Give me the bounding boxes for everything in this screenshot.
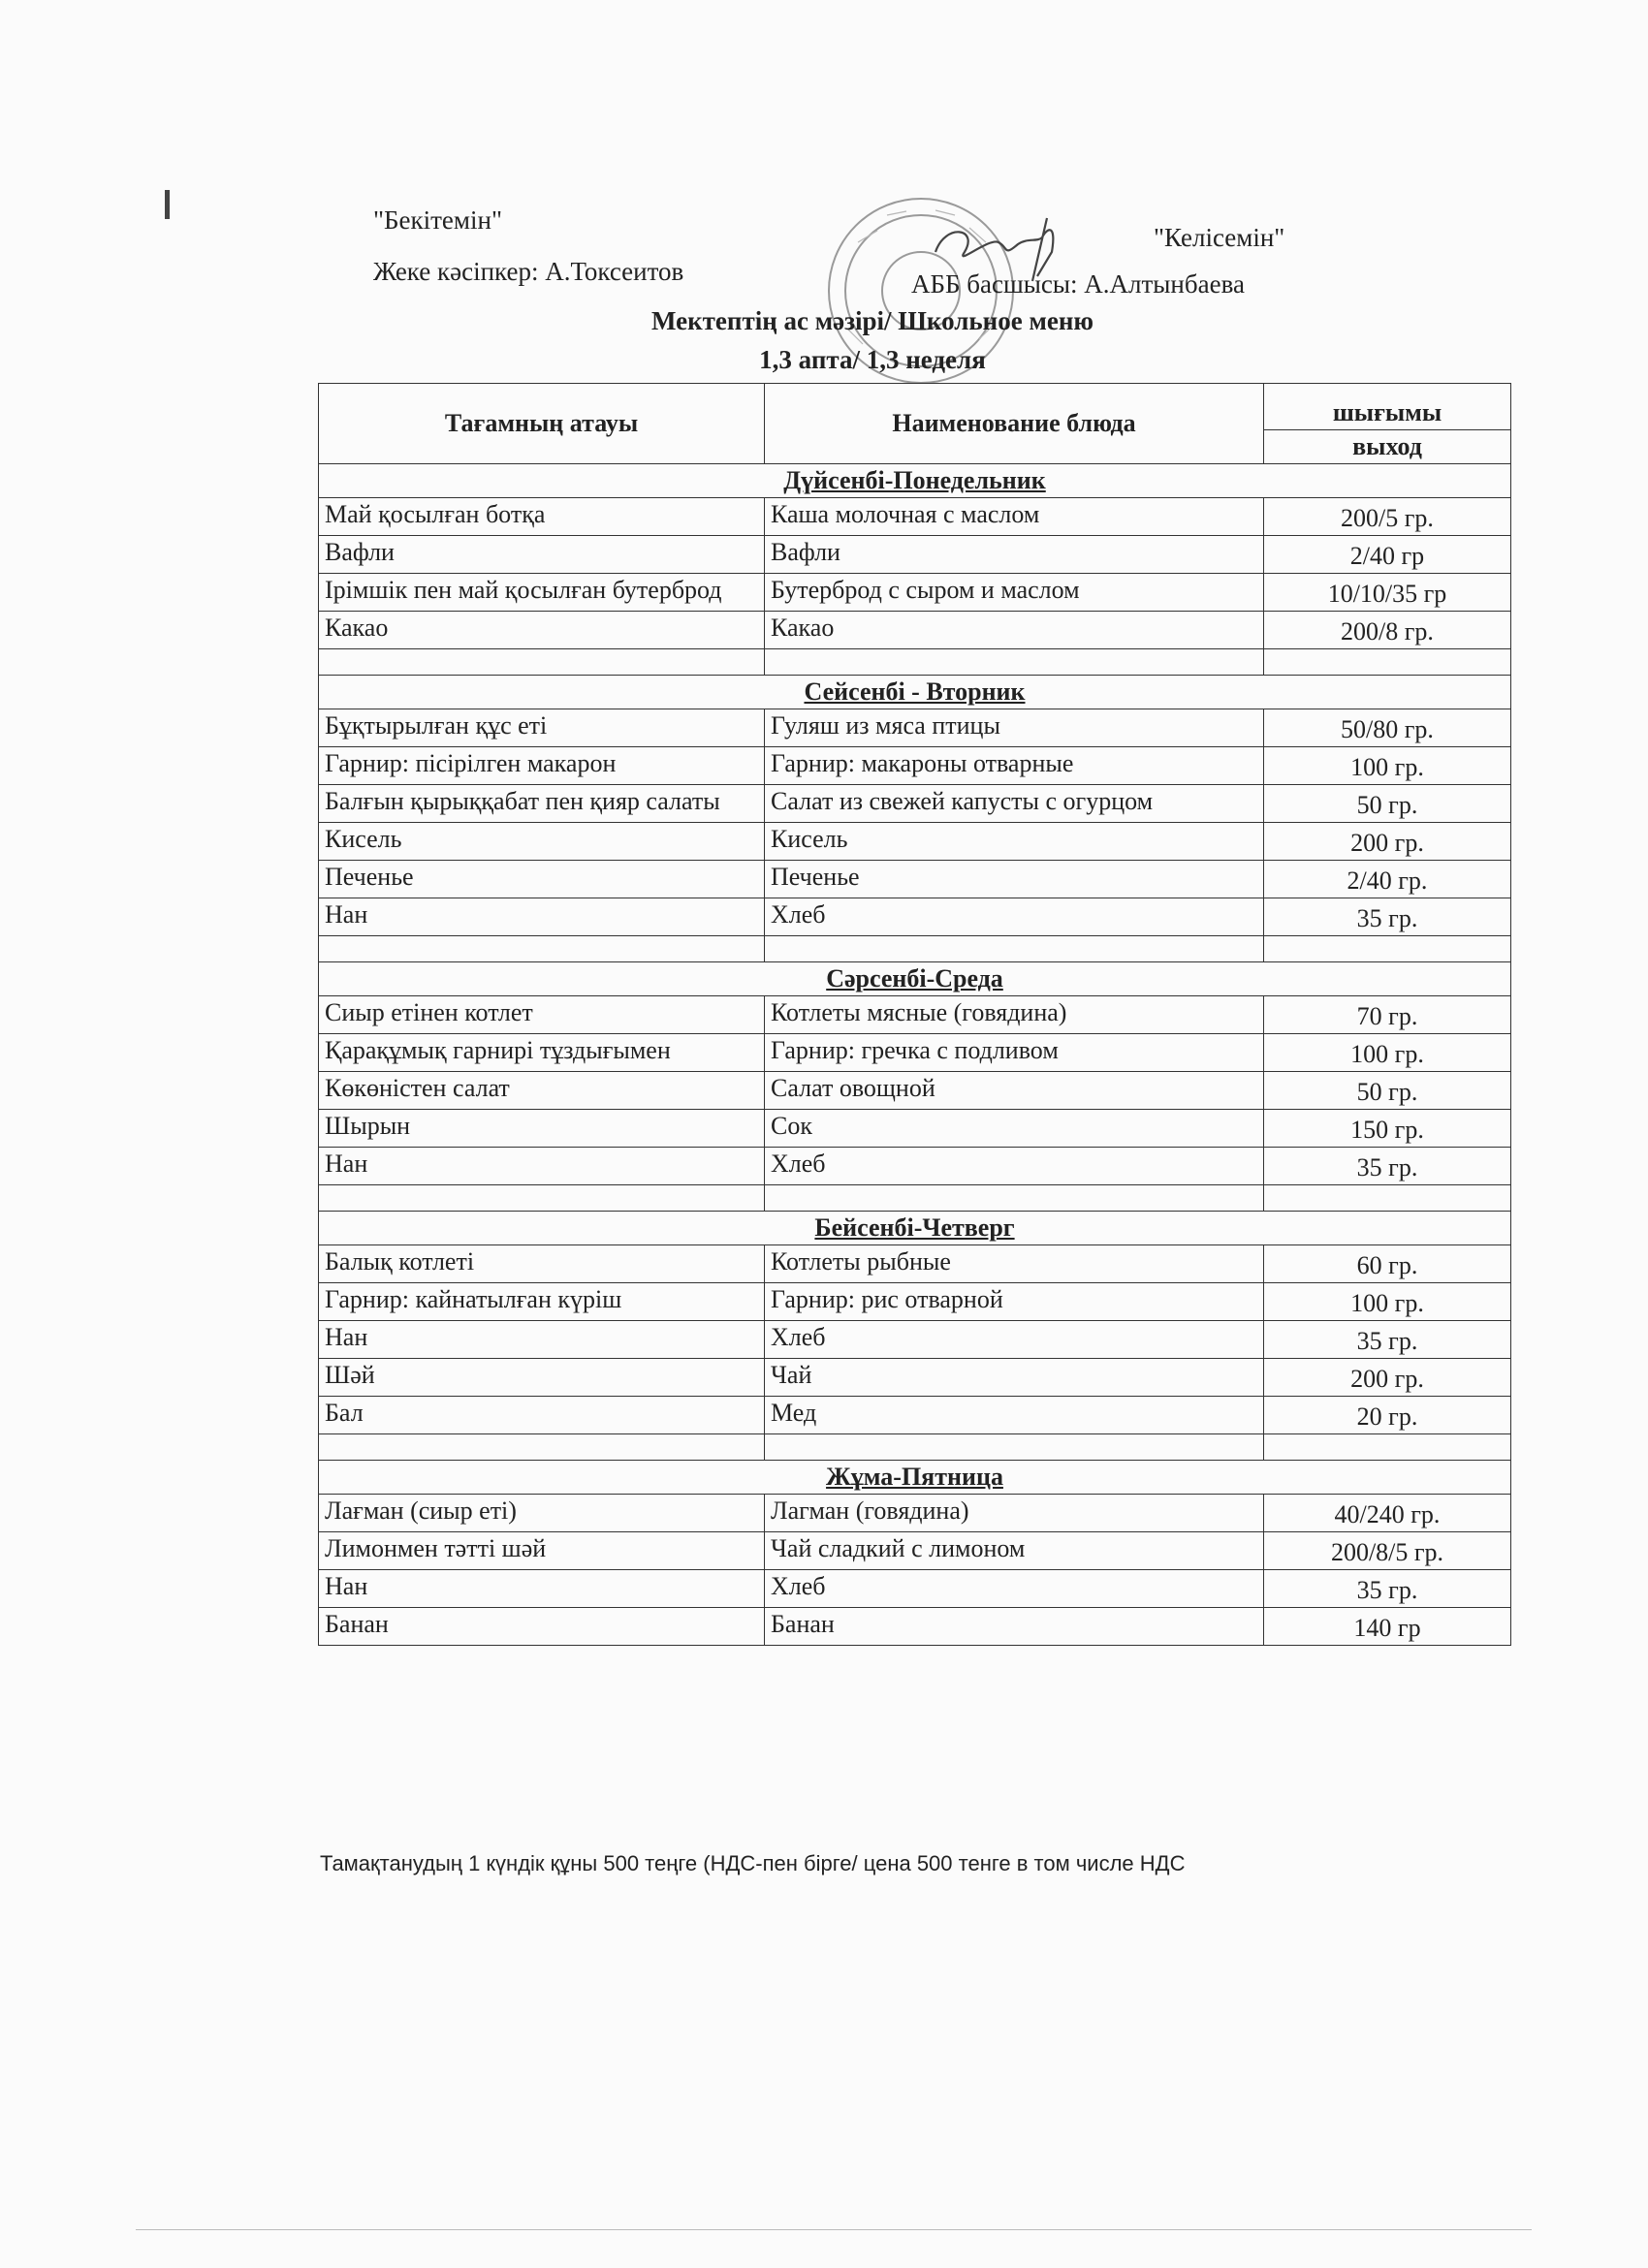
day-header-row	[319, 464, 1511, 498]
dish-name-ru: Бутерброд с сыром и маслом	[765, 574, 1264, 612]
dish-name-kz: Банан	[319, 1608, 765, 1646]
dish-output: 50 гр.	[1264, 785, 1511, 823]
dish-output: 2/40 гр.	[1264, 861, 1511, 898]
dish-name-ru: Гарнир: макароны отварные	[765, 747, 1264, 785]
dish-name-kz: Бұқтырылған құс еті	[319, 709, 765, 747]
dish-name-kz: Нан	[319, 1321, 765, 1359]
spacer-row	[319, 649, 1511, 676]
dish-output: 35 гр.	[1264, 1570, 1511, 1608]
dish-name-ru: Чай сладкий с лимоном	[765, 1532, 1264, 1570]
dish-name-ru: Гарнир: гречка с подливом	[765, 1034, 1264, 1072]
table-row	[319, 1359, 1511, 1397]
table-row	[319, 498, 1511, 536]
dish-name-ru: Каша молочная с маслом	[765, 498, 1264, 536]
dish-name-kz: Лағман (сиыр еті)	[319, 1495, 765, 1532]
spacer-cell	[319, 1185, 765, 1212]
dish-name-kz: Лимонмен тәтті шәй	[319, 1532, 765, 1570]
director-line: АББ басшысы: А.Алтынбаева	[911, 269, 1245, 299]
dish-name-ru: Вафли	[765, 536, 1264, 574]
dish-name-ru: Какао	[765, 612, 1264, 649]
agree-label: "Келісемін"	[1154, 223, 1285, 252]
table-row	[319, 1608, 1511, 1646]
dish-output: 100 гр.	[1264, 747, 1511, 785]
dish-name-kz: Сиыр етінен котлет	[319, 996, 765, 1034]
dish-name-ru: Котлеты мясные (говядина)	[765, 996, 1264, 1034]
day-header-row	[319, 676, 1511, 709]
spacer-cell	[765, 649, 1264, 676]
dish-output: 140 гр	[1264, 1608, 1511, 1646]
dish-output: 70 гр.	[1264, 996, 1511, 1034]
scan-mark	[165, 190, 170, 219]
dish-name-ru: Хлеб	[765, 1570, 1264, 1608]
spacer-cell	[765, 936, 1264, 962]
table-row	[319, 1532, 1511, 1570]
dish-name-kz: Балғын қырыққабат пен қияр салаты	[319, 785, 765, 823]
col-header-out-kz: шығымы	[1264, 384, 1511, 430]
dish-output: 100 гр.	[1264, 1034, 1511, 1072]
dish-name-ru: Котлеты рыбные	[765, 1245, 1264, 1283]
spacer-row	[319, 1434, 1511, 1461]
spacer-cell	[765, 1434, 1264, 1461]
col-header-out-ru: выход	[1264, 430, 1511, 464]
spacer-cell	[1264, 936, 1511, 962]
page-subtitle: 1,3 апта/ 1,3 неделя	[759, 345, 986, 374]
col-header-ru: Наименование блюда	[765, 384, 1264, 464]
dish-name-ru: Гарнир: рис отварной	[765, 1283, 1264, 1321]
table-row	[319, 823, 1511, 861]
dish-name-kz: Шәй	[319, 1359, 765, 1397]
dish-name-kz: Бал	[319, 1397, 765, 1434]
spacer-row	[319, 936, 1511, 962]
day-header-row	[319, 962, 1511, 996]
dish-name-kz: Нан	[319, 1148, 765, 1185]
table-row	[319, 861, 1511, 898]
table-row	[319, 747, 1511, 785]
day-name: Дүйсенбі-Понедельник	[319, 464, 1511, 498]
dish-name-kz: Гарнир: кайнатылған күріш	[319, 1283, 765, 1321]
dish-name-ru: Банан	[765, 1608, 1264, 1646]
dish-output: 40/240 гр.	[1264, 1495, 1511, 1532]
dish-name-kz: Қарақұмық гарнирі тұздығымен	[319, 1034, 765, 1072]
dish-name-kz: Печенье	[319, 861, 765, 898]
spacer-cell	[319, 649, 765, 676]
dish-name-kz: Май қосылған ботқа	[319, 498, 765, 536]
table-row	[319, 1321, 1511, 1359]
table-row	[319, 709, 1511, 747]
dish-output: 200 гр.	[1264, 823, 1511, 861]
table-row	[319, 1397, 1511, 1434]
dish-name-ru: Хлеб	[765, 1321, 1264, 1359]
table-row	[319, 612, 1511, 649]
table-row	[319, 1148, 1511, 1185]
dish-name-kz: Кисель	[319, 823, 765, 861]
day-name: Бейсенбі-Четверг	[319, 1212, 1511, 1245]
dish-name-kz: Какао	[319, 612, 765, 649]
dish-output: 200 гр.	[1264, 1359, 1511, 1397]
spacer-row	[319, 1185, 1511, 1212]
dish-output: 35 гр.	[1264, 1321, 1511, 1359]
dish-name-kz: Көкөністен салат	[319, 1072, 765, 1110]
day-name: Жұма-Пятница	[319, 1461, 1511, 1495]
entrepreneur-line: Жеке кәсіпкер: А.Токсеитов	[373, 257, 684, 286]
dish-name-ru: Чай	[765, 1359, 1264, 1397]
dish-name-ru: Кисель	[765, 823, 1264, 861]
table-row	[319, 1245, 1511, 1283]
spacer-cell	[319, 936, 765, 962]
dish-output: 2/40 гр	[1264, 536, 1511, 574]
dish-name-ru: Мед	[765, 1397, 1264, 1434]
dish-output: 60 гр.	[1264, 1245, 1511, 1283]
day-header-row	[319, 1461, 1511, 1495]
dish-output: 20 гр.	[1264, 1397, 1511, 1434]
dish-name-kz: Гарнир: пісірілген макарон	[319, 747, 765, 785]
dish-name-ru: Печенье	[765, 861, 1264, 898]
spacer-cell	[1264, 649, 1511, 676]
day-name: Сәрсенбі-Среда	[319, 962, 1511, 996]
dish-output: 50 гр.	[1264, 1072, 1511, 1110]
page-bottom-line	[136, 2229, 1532, 2230]
table-row	[319, 996, 1511, 1034]
table-row	[319, 1495, 1511, 1532]
page-title: Мектептің ас мәзірі/ Школьное меню	[650, 306, 1094, 335]
dish-output: 200/8/5 гр.	[1264, 1532, 1511, 1570]
dish-name-kz: Нан	[319, 898, 765, 936]
table-row	[319, 574, 1511, 612]
dish-name-ru: Гуляш из мяса птицы	[765, 709, 1264, 747]
day-header-row	[319, 1212, 1511, 1245]
day-name: Сейсенбі - Вторник	[319, 676, 1511, 709]
col-header-kz: Тағамның атауы	[319, 384, 765, 464]
dish-name-kz: Шырын	[319, 1110, 765, 1148]
spacer-cell	[319, 1434, 765, 1461]
dish-output: 35 гр.	[1264, 1148, 1511, 1185]
dish-name-ru: Салат овощной	[765, 1072, 1264, 1110]
menu-table	[318, 383, 1511, 1646]
spacer-cell	[1264, 1185, 1511, 1212]
spacer-cell	[1264, 1434, 1511, 1461]
table-row	[319, 1570, 1511, 1608]
table-row	[319, 1283, 1511, 1321]
dish-output: 150 гр.	[1264, 1110, 1511, 1148]
table-row	[319, 785, 1511, 823]
price-note: Тамақтанудың 1 күндік құны 500 теңге (НДС-пен бірге/ цена 500 тенге в том числе НДС	[320, 1851, 1186, 1875]
dish-output: 10/10/35 гр	[1264, 574, 1511, 612]
dish-name-ru: Хлеб	[765, 1148, 1264, 1185]
table-row	[319, 1034, 1511, 1072]
dish-output: 50/80 гр.	[1264, 709, 1511, 747]
dish-name-kz: Вафли	[319, 536, 765, 574]
dish-output: 35 гр.	[1264, 898, 1511, 936]
dish-output: 200/5 гр.	[1264, 498, 1511, 536]
dish-name-ru: Лагман (говядина)	[765, 1495, 1264, 1532]
spacer-cell	[765, 1185, 1264, 1212]
dish-output: 200/8 гр.	[1264, 612, 1511, 649]
table-row	[319, 1110, 1511, 1148]
dish-name-ru: Хлеб	[765, 898, 1264, 936]
dish-name-kz: Нан	[319, 1570, 765, 1608]
dish-name-kz: Балық котлеті	[319, 1245, 765, 1283]
table-row	[319, 536, 1511, 574]
dish-output: 100 гр.	[1264, 1283, 1511, 1321]
dish-name-ru: Салат из свежей капусты с огурцом	[765, 785, 1264, 823]
dish-name-ru: Сок	[765, 1110, 1264, 1148]
approve-label: "Бекітемін"	[373, 205, 502, 235]
table-row	[319, 1072, 1511, 1110]
table-row	[319, 898, 1511, 936]
dish-name-kz: Ірімшік пен май қосылған бутерброд	[319, 574, 765, 612]
